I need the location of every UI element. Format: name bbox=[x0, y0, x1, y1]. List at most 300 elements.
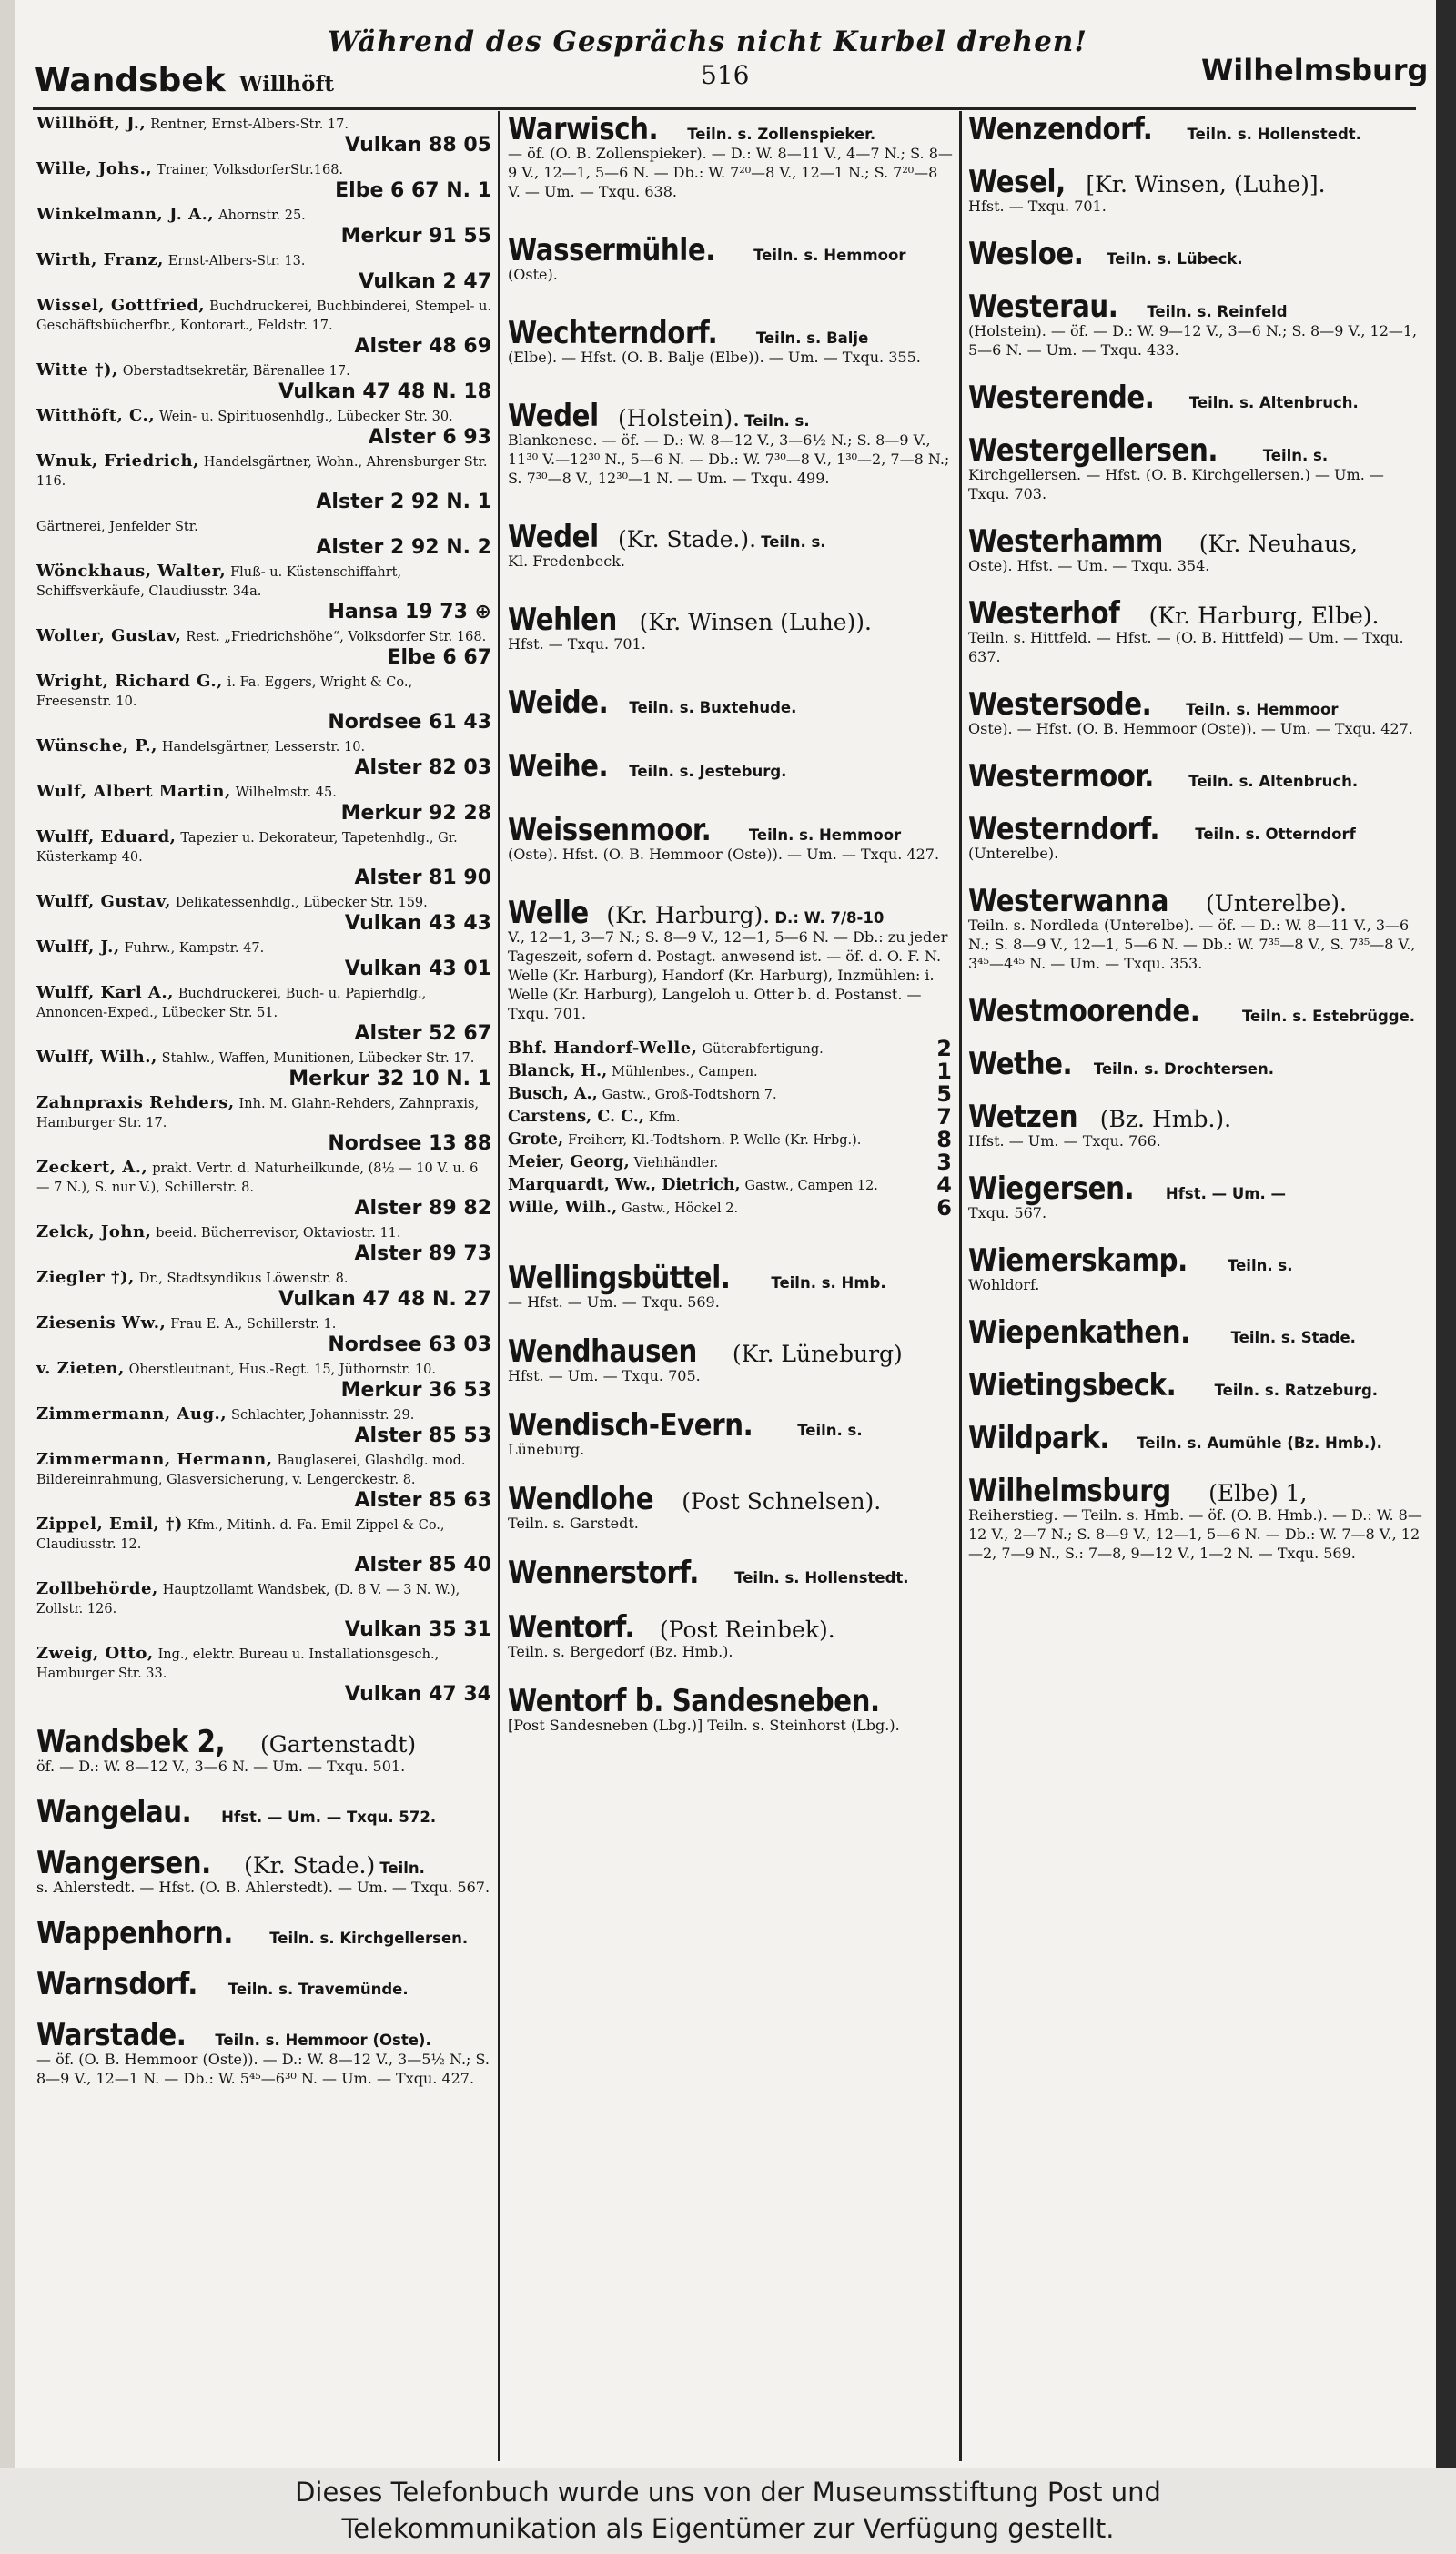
place-details: Blankenese. — öf. — D.: W. 8—12 V., 3—6½ N.; S. 8—9 V., 11³⁰ V.—12³⁰ N., 5—6 N. — Db.: W. 7³⁰—8 V., 1³⁰—2, 7—8 N.; S. 7³⁰—8 V., 12³⁰—1 N. — Um. — Txqu. 499. bbox=[508, 431, 950, 487]
subscriber-name: Ziegler †), bbox=[36, 1268, 135, 1287]
column-divider bbox=[498, 111, 500, 2461]
footer-notice bbox=[0, 2468, 1456, 2554]
subscriber-name: Willhöft, J., bbox=[36, 115, 147, 133]
place-name: Wethe. bbox=[968, 1046, 1073, 1082]
place-info: Teiln. s. Hemmoor bbox=[748, 826, 902, 844]
place-name: Westmoorende. bbox=[968, 993, 1200, 1029]
place-name: Wesel, bbox=[968, 164, 1066, 200]
subscriber-name: Zelck, John, bbox=[36, 1222, 152, 1242]
subscriber-entry bbox=[36, 1580, 491, 1641]
extension-number: 5 bbox=[936, 1081, 952, 1107]
subscriber-details: prakt. Vertr. d. Naturheilkunde, (8½ — 10 V. u. 6 — 7 N.), S. nur V.), Schillerstr. 8. bbox=[36, 1161, 479, 1195]
subscriber-name: Wirth, Franz, bbox=[36, 250, 164, 269]
subscriber-details: Handelsgärtner, Wohn., Ahrensburger Str. 116. bbox=[36, 455, 488, 489]
subscriber-phone: Alster 52 67 bbox=[354, 1022, 491, 1045]
subscriber-details: Gärtnerei, Jenfelder Str. bbox=[36, 520, 198, 534]
place-name: Wiepenkathen. bbox=[968, 1314, 1190, 1351]
place-info: Teiln. s. Hemmoor (Oste). bbox=[215, 2032, 431, 2049]
place-name: Westersode. bbox=[968, 686, 1152, 723]
extension-entry bbox=[508, 1127, 954, 1152]
subscriber-phone: Alster 89 82 bbox=[354, 1197, 491, 1220]
subscriber-name: Wulff, Eduard, bbox=[36, 827, 177, 846]
subscriber-name: Wünsche, P., bbox=[36, 736, 157, 755]
place-details: — öf. (O. B. Hemmoor (Oste)). — D.: W. 8—12 V., 3—5½ N.; S. 8—9 V., 12—1 N. — Db.: W. 5⁴⁵—6³⁰ N. — Um. — Txqu. 427. bbox=[36, 2051, 490, 2087]
place-info: Teiln. s. Aumühle (Bz. Hmb.). bbox=[1137, 1434, 1382, 1452]
place-details: Oste). — Hfst. (O. B. Hemmoor (Oste)). — Um. — Txqu. 427. bbox=[968, 720, 1413, 737]
subscriber-details: Frau E. A., Schillerstr. 1. bbox=[170, 1317, 337, 1332]
place-info: Teiln. bbox=[379, 1860, 425, 1877]
subscriber-details: Trainer, VolksdorferStr.168. bbox=[157, 163, 344, 177]
place-name: Wedel bbox=[508, 398, 599, 434]
place-entry bbox=[968, 686, 1425, 738]
place-name: Weide. bbox=[508, 684, 609, 721]
place-region: (Kr. Lüneburg) bbox=[732, 1341, 903, 1367]
subscriber-entry bbox=[36, 1360, 491, 1402]
place-entry bbox=[508, 1333, 954, 1385]
place-info: Teiln. s. Otterndorf bbox=[1195, 826, 1356, 843]
extension-name: Blanck, H., bbox=[508, 1062, 608, 1080]
extension-details: Gastw., Campen 12. bbox=[744, 1179, 878, 1193]
subscriber-phone: Alster 85 53 bbox=[354, 1424, 491, 1447]
place-details: (Unterelbe). bbox=[968, 845, 1059, 862]
subscriber-name: Wulff, Karl A., bbox=[36, 983, 174, 1002]
subscriber-phone: Vulkan 2 47 bbox=[359, 270, 491, 293]
extension-number: 3 bbox=[936, 1150, 952, 1175]
header-left-subtitle: Willhöft bbox=[238, 72, 334, 96]
place-name: Wietingsbeck. bbox=[968, 1367, 1177, 1404]
place-name: Wendhausen bbox=[508, 1333, 697, 1370]
place-details: Teiln. s. Bergedorf (Bz. Hmb.). bbox=[508, 1643, 733, 1660]
place-entry bbox=[508, 1555, 954, 1591]
place-info: Teiln. s. Hemmoor bbox=[1186, 701, 1339, 718]
extension-entry bbox=[508, 1081, 954, 1107]
place-name: Westerhamm bbox=[968, 523, 1163, 560]
page-right-edge bbox=[1436, 0, 1456, 2468]
subscriber-name: Wright, Richard G., bbox=[36, 672, 223, 691]
place-name: Wiemerskamp. bbox=[968, 1242, 1188, 1279]
subscriber-phone: Merkur 32 10 N. 1 bbox=[288, 1068, 491, 1090]
subscriber-name: Wolter, Gustav, bbox=[36, 626, 182, 645]
place-details: V., 12—1, 3—7 N.; S. 8—9 V., 12—1, 5—6 N. — Db.: zu jeder Tageszeit, sofern d. Postagt. anwesend ist. — öf. d. O. F. N. Welle (Kr. Harburg), Handorf (Kr. Harburg), Inzmühlen: i. Welle (Kr. Harburg), Langeloh u. Otter b. d. Postanst. — Txqu. 701. bbox=[508, 928, 948, 1022]
place-entry bbox=[508, 1683, 954, 1735]
place-details: Teiln. s. Garstedt. bbox=[508, 1515, 639, 1532]
subscriber-details: Buchdruckerei, Buchbinderei, Stempel- u. Geschäftsbücherfbr., Kontorart., Feldstr. 17. bbox=[36, 299, 491, 333]
place-name: Wiegersen. bbox=[968, 1171, 1135, 1207]
place-entry bbox=[36, 1724, 491, 1776]
place-name: Westerwanna bbox=[968, 883, 1169, 919]
place-info: Teiln. s. Ratzeburg. bbox=[1214, 1382, 1379, 1399]
place-region: (Kr. Winsen (Luhe)). bbox=[639, 609, 872, 635]
header-left-title: Wandsbek bbox=[35, 62, 226, 99]
place-entry bbox=[508, 602, 954, 654]
subscriber-name: Zweig, Otto, bbox=[36, 1644, 154, 1663]
place-entry bbox=[508, 1481, 954, 1533]
page-number: 516 bbox=[701, 60, 750, 90]
subscriber-details: Ahornstr. 25. bbox=[218, 208, 306, 223]
subscriber-phone: Vulkan 35 31 bbox=[344, 1618, 491, 1641]
place-name: Wilhelmsburg bbox=[968, 1473, 1171, 1509]
subscriber-entry bbox=[36, 938, 491, 980]
subscriber-entry bbox=[36, 627, 491, 669]
subscriber-entry bbox=[36, 562, 491, 623]
place-details: Reiherstieg. — Teiln. s. Hmb. — öf. (O. B. Hmb.). — D.: W. 8—12 V., 2—7 N.; S. 8—9 V., 12—1, 5—6 N. — Db.: W. 7—8 V., 12—2, 7—9 N., S.: 7—8, 9—12 V., 1—2 N. — Txqu. 569. bbox=[968, 1506, 1422, 1562]
subscriber-details: Inh. M. Glahn-Rehders, Zahnpraxis, Hamburger Str. 17. bbox=[36, 1097, 480, 1130]
place-details: Lüneburg. bbox=[508, 1441, 585, 1458]
place-name: Warwisch. bbox=[508, 115, 659, 147]
subscriber-phone: Nordsee 13 88 bbox=[328, 1132, 491, 1155]
subscriber-entry bbox=[36, 1223, 491, 1265]
extension-number: 1 bbox=[936, 1059, 952, 1084]
header-rule bbox=[33, 107, 1416, 110]
subscriber-details: Schlachter, Johannisstr. 29. bbox=[231, 1408, 415, 1423]
place-name: Wechterndorf. bbox=[508, 315, 718, 351]
subscriber-details: Handelsgärtner, Lesserstr. 10. bbox=[161, 740, 366, 755]
subscriber-entry bbox=[36, 737, 491, 779]
place-entry bbox=[508, 812, 954, 864]
subscriber-details: Stahlw., Waffen, Munitionen, Lübecker Str. 17. bbox=[161, 1051, 475, 1066]
extension-name: Carstens, C. C., bbox=[508, 1108, 644, 1126]
subscriber-name: Wissel, Gottfried, bbox=[36, 296, 206, 315]
subscriber-entry bbox=[36, 828, 491, 889]
subscriber-entry bbox=[36, 783, 491, 825]
place-name: Wassermühle. bbox=[508, 232, 715, 269]
place-name: Wendisch-Evern. bbox=[508, 1407, 753, 1444]
place-entry bbox=[508, 398, 954, 488]
place-entry bbox=[508, 519, 954, 571]
extension-name: Grote, bbox=[508, 1130, 564, 1149]
subscriber-details: Buchdruckerei, Buch- u. Papierhdlg., Annoncen-Exped., Lübecker Str. 51. bbox=[36, 987, 427, 1020]
place-entry bbox=[968, 380, 1425, 416]
subscriber-phone: Alster 85 63 bbox=[354, 1489, 491, 1512]
place-info: Teiln. s. Stade. bbox=[1230, 1329, 1356, 1346]
subscriber-name: Winkelmann, J. A., bbox=[36, 205, 215, 224]
subscriber-name: Zimmermann, Hermann, bbox=[36, 1450, 273, 1469]
subscriber-details: Tapezier u. Dekorateur, Tapetenhdlg., Gr. Küsterkamp 40. bbox=[36, 831, 458, 865]
place-region: (Kr. Harburg, Elbe). bbox=[1148, 603, 1380, 629]
place-region: (Holstein). bbox=[618, 405, 741, 431]
subscriber-name: Wulf, Albert Martin, bbox=[36, 782, 231, 801]
place-info: Teiln. s. Hemmoor bbox=[753, 247, 906, 264]
subscriber-entry bbox=[36, 297, 491, 358]
place-info: Teiln. s. Kirchgellersen. bbox=[269, 1930, 469, 1947]
subscriber-details: beeid. Bücherrevisor, Oktaviostr. 11. bbox=[156, 1226, 401, 1241]
place-name: Wandsbek 2, bbox=[36, 1724, 226, 1760]
place-info: Teiln. s. Travemünde. bbox=[228, 1981, 409, 1998]
place-name: Wennerstorf. bbox=[508, 1555, 699, 1591]
subscriber-details: Delikatessenhdlg., Lübecker Str. 159. bbox=[175, 896, 428, 910]
subscriber-name: Wulff, Gustav, bbox=[36, 892, 171, 911]
subscriber-name: Ziesenis Ww., bbox=[36, 1313, 167, 1333]
place-info: Teiln. s. bbox=[1262, 447, 1329, 464]
subscriber-entry bbox=[36, 206, 491, 248]
extension-number: 6 bbox=[936, 1195, 952, 1221]
place-info: Teiln. s. Drochtersen. bbox=[1093, 1060, 1274, 1078]
place-info: Teiln. s. Hmb. bbox=[771, 1274, 886, 1292]
subscriber-phone: Alster 82 03 bbox=[354, 756, 491, 779]
place-info: Teiln. s. Altenbruch. bbox=[1188, 394, 1359, 411]
place-entry bbox=[968, 1099, 1425, 1150]
place-details: s. Ahlerstedt. — Hfst. (O. B. Ahlerstedt). — Um. — Txqu. 567. bbox=[36, 1879, 490, 1896]
subscriber-phone: Elbe 6 67 N. 1 bbox=[335, 179, 491, 202]
extension-number: 7 bbox=[936, 1104, 952, 1130]
subscriber-details: Oberstadtsekretär, Bärenallee 17. bbox=[122, 364, 350, 379]
subscriber-entry bbox=[36, 1049, 491, 1090]
subscriber-name: Wille, Johs., bbox=[36, 159, 153, 178]
subscriber-entry bbox=[36, 1094, 491, 1155]
subscriber-details: Bauglaserei, Glashdlg. mod. Bildereinrahmung, Glasversicherung, v. Lengerckestr. 8. bbox=[36, 1454, 466, 1487]
subscriber-name: Zeckert, A., bbox=[36, 1158, 148, 1177]
place-region: (Post Schnelsen). bbox=[682, 1488, 882, 1515]
place-entry bbox=[968, 289, 1425, 360]
subscriber-name: Zollbehörde, bbox=[36, 1579, 158, 1598]
place-info: Teiln. s. Buxtehude. bbox=[629, 699, 797, 716]
extension-entry bbox=[508, 1150, 954, 1175]
place-region: (Kr. Neuhaus, bbox=[1198, 531, 1358, 557]
subscriber-details: Rest. „Friedrichshöhe“, Volksdorfer Str. 168. bbox=[186, 630, 487, 644]
place-info: Hfst. — Um. — bbox=[1165, 1185, 1286, 1202]
place-region: (Gartenstadt) bbox=[260, 1731, 417, 1758]
column-1 bbox=[36, 115, 491, 2463]
extension-details: Gastw., Höckel 2. bbox=[622, 1201, 739, 1216]
place-details: öf. — D.: W. 8—12 V., 3—6 N. — Um. — Txqu. 501. bbox=[36, 1758, 406, 1775]
place-name: Wangelau. bbox=[36, 1794, 192, 1830]
place-entry bbox=[968, 1367, 1425, 1404]
place-region: [Kr. Winsen, (Luhe)]. bbox=[1086, 171, 1326, 198]
place-entry bbox=[508, 1609, 954, 1661]
place-info: Teiln. s. Lübeck. bbox=[1107, 250, 1243, 268]
subscriber-entry bbox=[36, 984, 491, 1045]
subscriber-phone: Merkur 91 55 bbox=[340, 225, 491, 248]
place-details: Oste). Hfst. — Um. — Txqu. 354. bbox=[968, 557, 1210, 574]
subscriber-name: Wönckhaus, Walter, bbox=[36, 562, 227, 581]
place-name: Warnsdorf. bbox=[36, 1966, 197, 2002]
header-right-title: Wilhelmsburg bbox=[1201, 53, 1429, 87]
place-entry bbox=[968, 993, 1425, 1029]
place-details: Hfst. — Um. — Txqu. 766. bbox=[968, 1132, 1161, 1150]
place-details: (Oste). bbox=[508, 266, 558, 283]
place-info: Teiln. s. Balje bbox=[755, 329, 869, 347]
place-info: Teiln. s. Hollenstedt. bbox=[734, 1569, 909, 1586]
place-name: Westerende. bbox=[968, 380, 1155, 416]
subscriber-entry bbox=[36, 160, 491, 202]
extension-details: Gastw., Groß-Todtshorn 7. bbox=[602, 1088, 777, 1102]
place-info: Teiln. s. Altenbruch. bbox=[1188, 773, 1359, 790]
column-divider bbox=[959, 111, 962, 2461]
subscriber-details: Rentner, Ernst-Albers-Str. 17. bbox=[150, 117, 349, 132]
place-name: Wentorf. bbox=[508, 1609, 635, 1646]
subscriber-phone: Vulkan 43 01 bbox=[344, 958, 491, 980]
place-info: Teiln. s. bbox=[744, 412, 810, 430]
column-3 bbox=[968, 115, 1425, 2463]
place-details: (Oste). Hfst. (O. B. Hemmoor (Oste)). — Um. — Txqu. 427. bbox=[508, 846, 940, 863]
subscriber-details: Oberstleutnant, Hus.-Regt. 15, Jüthornstr. 10. bbox=[128, 1363, 437, 1377]
place-region: (Kr. Stade.) bbox=[244, 1852, 376, 1879]
place-name: Wangersen. bbox=[36, 1845, 211, 1881]
place-entry bbox=[508, 115, 954, 201]
extension-number: 8 bbox=[936, 1127, 952, 1152]
place-details: Txqu. 567. bbox=[968, 1204, 1047, 1221]
place-entry bbox=[508, 895, 954, 1023]
place-entry bbox=[36, 1915, 491, 1951]
extension-name: Marquardt, Ww., Dietrich, bbox=[508, 1176, 741, 1194]
subscriber-phone: Alster 2 92 N. 1 bbox=[316, 491, 491, 513]
extension-entry bbox=[508, 1195, 954, 1221]
place-name: Westermoor. bbox=[968, 758, 1154, 795]
subscriber-entry bbox=[36, 407, 491, 449]
place-name: Wentorf b. Sandesneben. bbox=[508, 1683, 880, 1719]
place-details: Kirchgellersen. — Hfst. (O. B. Kirchgellersen.) — Um. — Txqu. 703. bbox=[968, 466, 1384, 502]
place-info: Teiln. s. bbox=[761, 533, 826, 551]
place-entry bbox=[968, 1314, 1425, 1351]
place-details: Hfst. — Txqu. 701. bbox=[508, 635, 646, 653]
page-left-edge bbox=[0, 0, 15, 2468]
subscriber-phone: Alster 2 92 N. 2 bbox=[316, 536, 491, 559]
subscriber-name: Witthöft, C., bbox=[36, 406, 156, 425]
place-name: Wappenhorn. bbox=[36, 1915, 233, 1951]
extension-details: Kfm. bbox=[648, 1110, 681, 1125]
place-name: Welle bbox=[508, 895, 589, 931]
place-region: (Kr. Stade.). bbox=[618, 526, 757, 552]
subscriber-phone: Alster 48 69 bbox=[354, 335, 491, 358]
subscriber-phone: Merkur 92 28 bbox=[340, 802, 491, 825]
subscriber-details: Wein- u. Spirituosenhdlg., Lübecker Str. 30. bbox=[159, 410, 453, 424]
subscriber-details: Hauptzollamt Wandsbek, (D. 8 V. — 3 N. W.), Zollstr. 126. bbox=[36, 1583, 460, 1617]
place-details: (Holstein). — öf. — D.: W. 9—12 V., 3—6 N.; S. 8—9 V., 12—1, 5—6 N. — Um. — Txqu. 433. bbox=[968, 322, 1418, 359]
extension-name: Meier, Georg, bbox=[508, 1153, 630, 1171]
place-entry bbox=[968, 811, 1425, 863]
place-entry bbox=[968, 1473, 1425, 1563]
place-entry bbox=[508, 748, 954, 785]
place-entry bbox=[968, 1046, 1425, 1082]
page-header bbox=[27, 20, 1429, 111]
subscriber-entry bbox=[36, 1405, 491, 1447]
extension-details: Mühlenbes., Campen. bbox=[612, 1065, 758, 1079]
subscriber-entry bbox=[36, 1451, 491, 1512]
place-entry bbox=[968, 432, 1425, 503]
place-entry bbox=[968, 595, 1425, 666]
subscriber-phone: Hansa 19 73 ⊕ bbox=[328, 601, 491, 623]
subscriber-phone: Nordsee 61 43 bbox=[328, 711, 491, 734]
subscriber-entry bbox=[36, 361, 491, 403]
column-2 bbox=[508, 115, 954, 2463]
place-details: [Post Sandesneben (Lbg.)] Teiln. s. Steinhorst (Lbg.). bbox=[508, 1717, 900, 1734]
header-slogan: Während des Gesprächs nicht Kurbel drehen! bbox=[328, 25, 1087, 58]
subscriber-details: Fluß- u. Küstenschiffahrt, Schiffsverkäufe, Claudiusstr. 34a. bbox=[36, 565, 402, 599]
place-entry bbox=[36, 2017, 491, 2088]
subscriber-phone: Alster 89 73 bbox=[354, 1242, 491, 1265]
footer-line: Dieses Telefonbuch wurde uns von der Museumsstiftung Post und bbox=[295, 2477, 1161, 2508]
place-info: Teiln. s. Hollenstedt. bbox=[1187, 126, 1361, 143]
subscriber-entry bbox=[36, 1515, 491, 1576]
place-region: (Elbe) 1, bbox=[1208, 1480, 1308, 1506]
place-details: Teiln. s. Nordleda (Unterelbe). — öf. — D.: W. 8—11 V., 3—6 N.; S. 8—9 V., 12—1, 5—6 N. — Db.: W. 7³⁵—8 V., S. 7³⁵—8 V., 3⁴⁵—4⁴⁵ N. — Um. — Txqu. 353. bbox=[968, 917, 1416, 972]
subscriber-phone: Elbe 6 67 bbox=[387, 646, 491, 669]
place-details: Hfst. — Txqu. 701. bbox=[968, 198, 1107, 215]
place-name: Wesloe. bbox=[968, 236, 1084, 272]
place-entry bbox=[508, 232, 954, 284]
extension-details: Freiherr, Kl.-Todtshorn. P. Welle (Kr. Hrbg.). bbox=[568, 1133, 862, 1148]
place-name: Wendlohe bbox=[508, 1481, 654, 1517]
place-entry bbox=[968, 1171, 1425, 1222]
subscriber-details: Dr., Stadtsyndikus Löwenstr. 8. bbox=[138, 1272, 349, 1286]
place-info: Teiln. s. Zollenspieker. bbox=[687, 126, 876, 143]
place-name: Weissenmoor. bbox=[508, 812, 712, 848]
subscriber-phone: Merkur 36 53 bbox=[340, 1379, 491, 1402]
place-name: Westerhof bbox=[968, 595, 1120, 632]
place-entry bbox=[36, 1966, 491, 2002]
header-left bbox=[35, 62, 334, 99]
place-entry bbox=[968, 1242, 1425, 1294]
subscriber-name: Witte †), bbox=[36, 360, 118, 380]
subscriber-name: Wulff, Wilh., bbox=[36, 1048, 157, 1067]
place-region: (Post Reinbek). bbox=[659, 1617, 835, 1643]
place-entry bbox=[968, 883, 1425, 973]
place-entry bbox=[36, 1845, 491, 1897]
place-info: Teiln. s. bbox=[1228, 1257, 1293, 1274]
extension-entry bbox=[508, 1172, 954, 1198]
subscriber-details: Kfm., Mitinh. d. Fa. Emil Zippel & Co., Claudiusstr. 12. bbox=[36, 1518, 445, 1552]
place-info: Teiln. s. Estebrügge. bbox=[1241, 1008, 1416, 1025]
place-entry bbox=[508, 315, 954, 367]
place-details: (Elbe). — Hfst. (O. B. Balje (Elbe)). — Um. — Txqu. 355. bbox=[508, 349, 921, 366]
subscriber-name: Zippel, Emil, †) bbox=[36, 1515, 183, 1534]
place-details: Teiln. s. Hittfeld. — Hfst. — (O. B. Hittfeld) — Um. — Txqu. 637. bbox=[968, 629, 1404, 665]
place-name: Wenzendorf. bbox=[968, 115, 1153, 147]
subscriber-details: Ernst-Albers-Str. 13. bbox=[167, 254, 306, 269]
extension-number: 2 bbox=[936, 1036, 952, 1061]
place-entry bbox=[968, 236, 1425, 272]
place-details: Kl. Fredenbeck. bbox=[508, 552, 625, 570]
place-name: Wedel bbox=[508, 519, 599, 555]
place-details: — öf. (O. B. Zollenspieker). — D.: W. 8—11 V., 4—7 N.; S. 8—9 V., 12—1, 5—6 N. — Db.: W. 7²⁰—8 V., 12—1 N.; S. 7²⁰—8 V. — Um. — Txqu. 638. bbox=[508, 145, 953, 200]
place-entry bbox=[36, 1794, 491, 1830]
subscriber-name: Zimmermann, Aug., bbox=[36, 1404, 228, 1424]
extension-entry bbox=[508, 1059, 954, 1084]
subscriber-details: Fuhrw., Kampstr. 47. bbox=[124, 941, 265, 956]
station-name: Bhf. Handorf-Welle, bbox=[508, 1039, 698, 1058]
station-heading bbox=[508, 1036, 954, 1061]
extension-name: Busch, A., bbox=[508, 1085, 598, 1103]
subscriber-phone: Vulkan 43 43 bbox=[344, 912, 491, 935]
extension-entry bbox=[508, 1104, 954, 1130]
subscriber-name: v. Zieten, bbox=[36, 1359, 125, 1378]
subscriber-entry bbox=[36, 115, 491, 157]
place-info: Teiln. s. Reinfeld bbox=[1147, 303, 1288, 320]
place-info: Hfst. — Um. — Txqu. 572. bbox=[221, 1809, 437, 1826]
station-type: Güterabfertigung. bbox=[702, 1042, 824, 1057]
place-entry bbox=[968, 758, 1425, 795]
place-info: D.: W. 7/8-10 bbox=[774, 909, 885, 927]
place-name: Wellingsbüttel. bbox=[508, 1260, 731, 1296]
place-region: (Bz. Hmb.). bbox=[1099, 1106, 1232, 1132]
place-info: Teiln. s. Jesteburg. bbox=[629, 763, 787, 780]
subscriber-entry bbox=[36, 893, 491, 935]
place-entry bbox=[508, 684, 954, 721]
place-name: Wehlen bbox=[508, 602, 617, 638]
subscriber-phone: Alster 6 93 bbox=[368, 426, 491, 449]
place-entry bbox=[508, 1407, 954, 1459]
place-region: (Unterelbe). bbox=[1205, 890, 1347, 917]
place-name: Weihe. bbox=[508, 748, 609, 785]
place-name: Warstade. bbox=[36, 2017, 187, 2053]
place-entry bbox=[968, 523, 1425, 575]
extension-details: Viehhändler. bbox=[633, 1156, 719, 1171]
place-entry bbox=[508, 1260, 954, 1312]
subscriber-details: Ing., elektr. Bureau u. Installationsgesch., Hamburger Str. 33. bbox=[36, 1647, 440, 1681]
place-details: Wohldorf. bbox=[968, 1276, 1040, 1293]
place-details: — Hfst. — Um. — Txqu. 569. bbox=[508, 1293, 720, 1311]
subscriber-entry bbox=[36, 251, 491, 293]
